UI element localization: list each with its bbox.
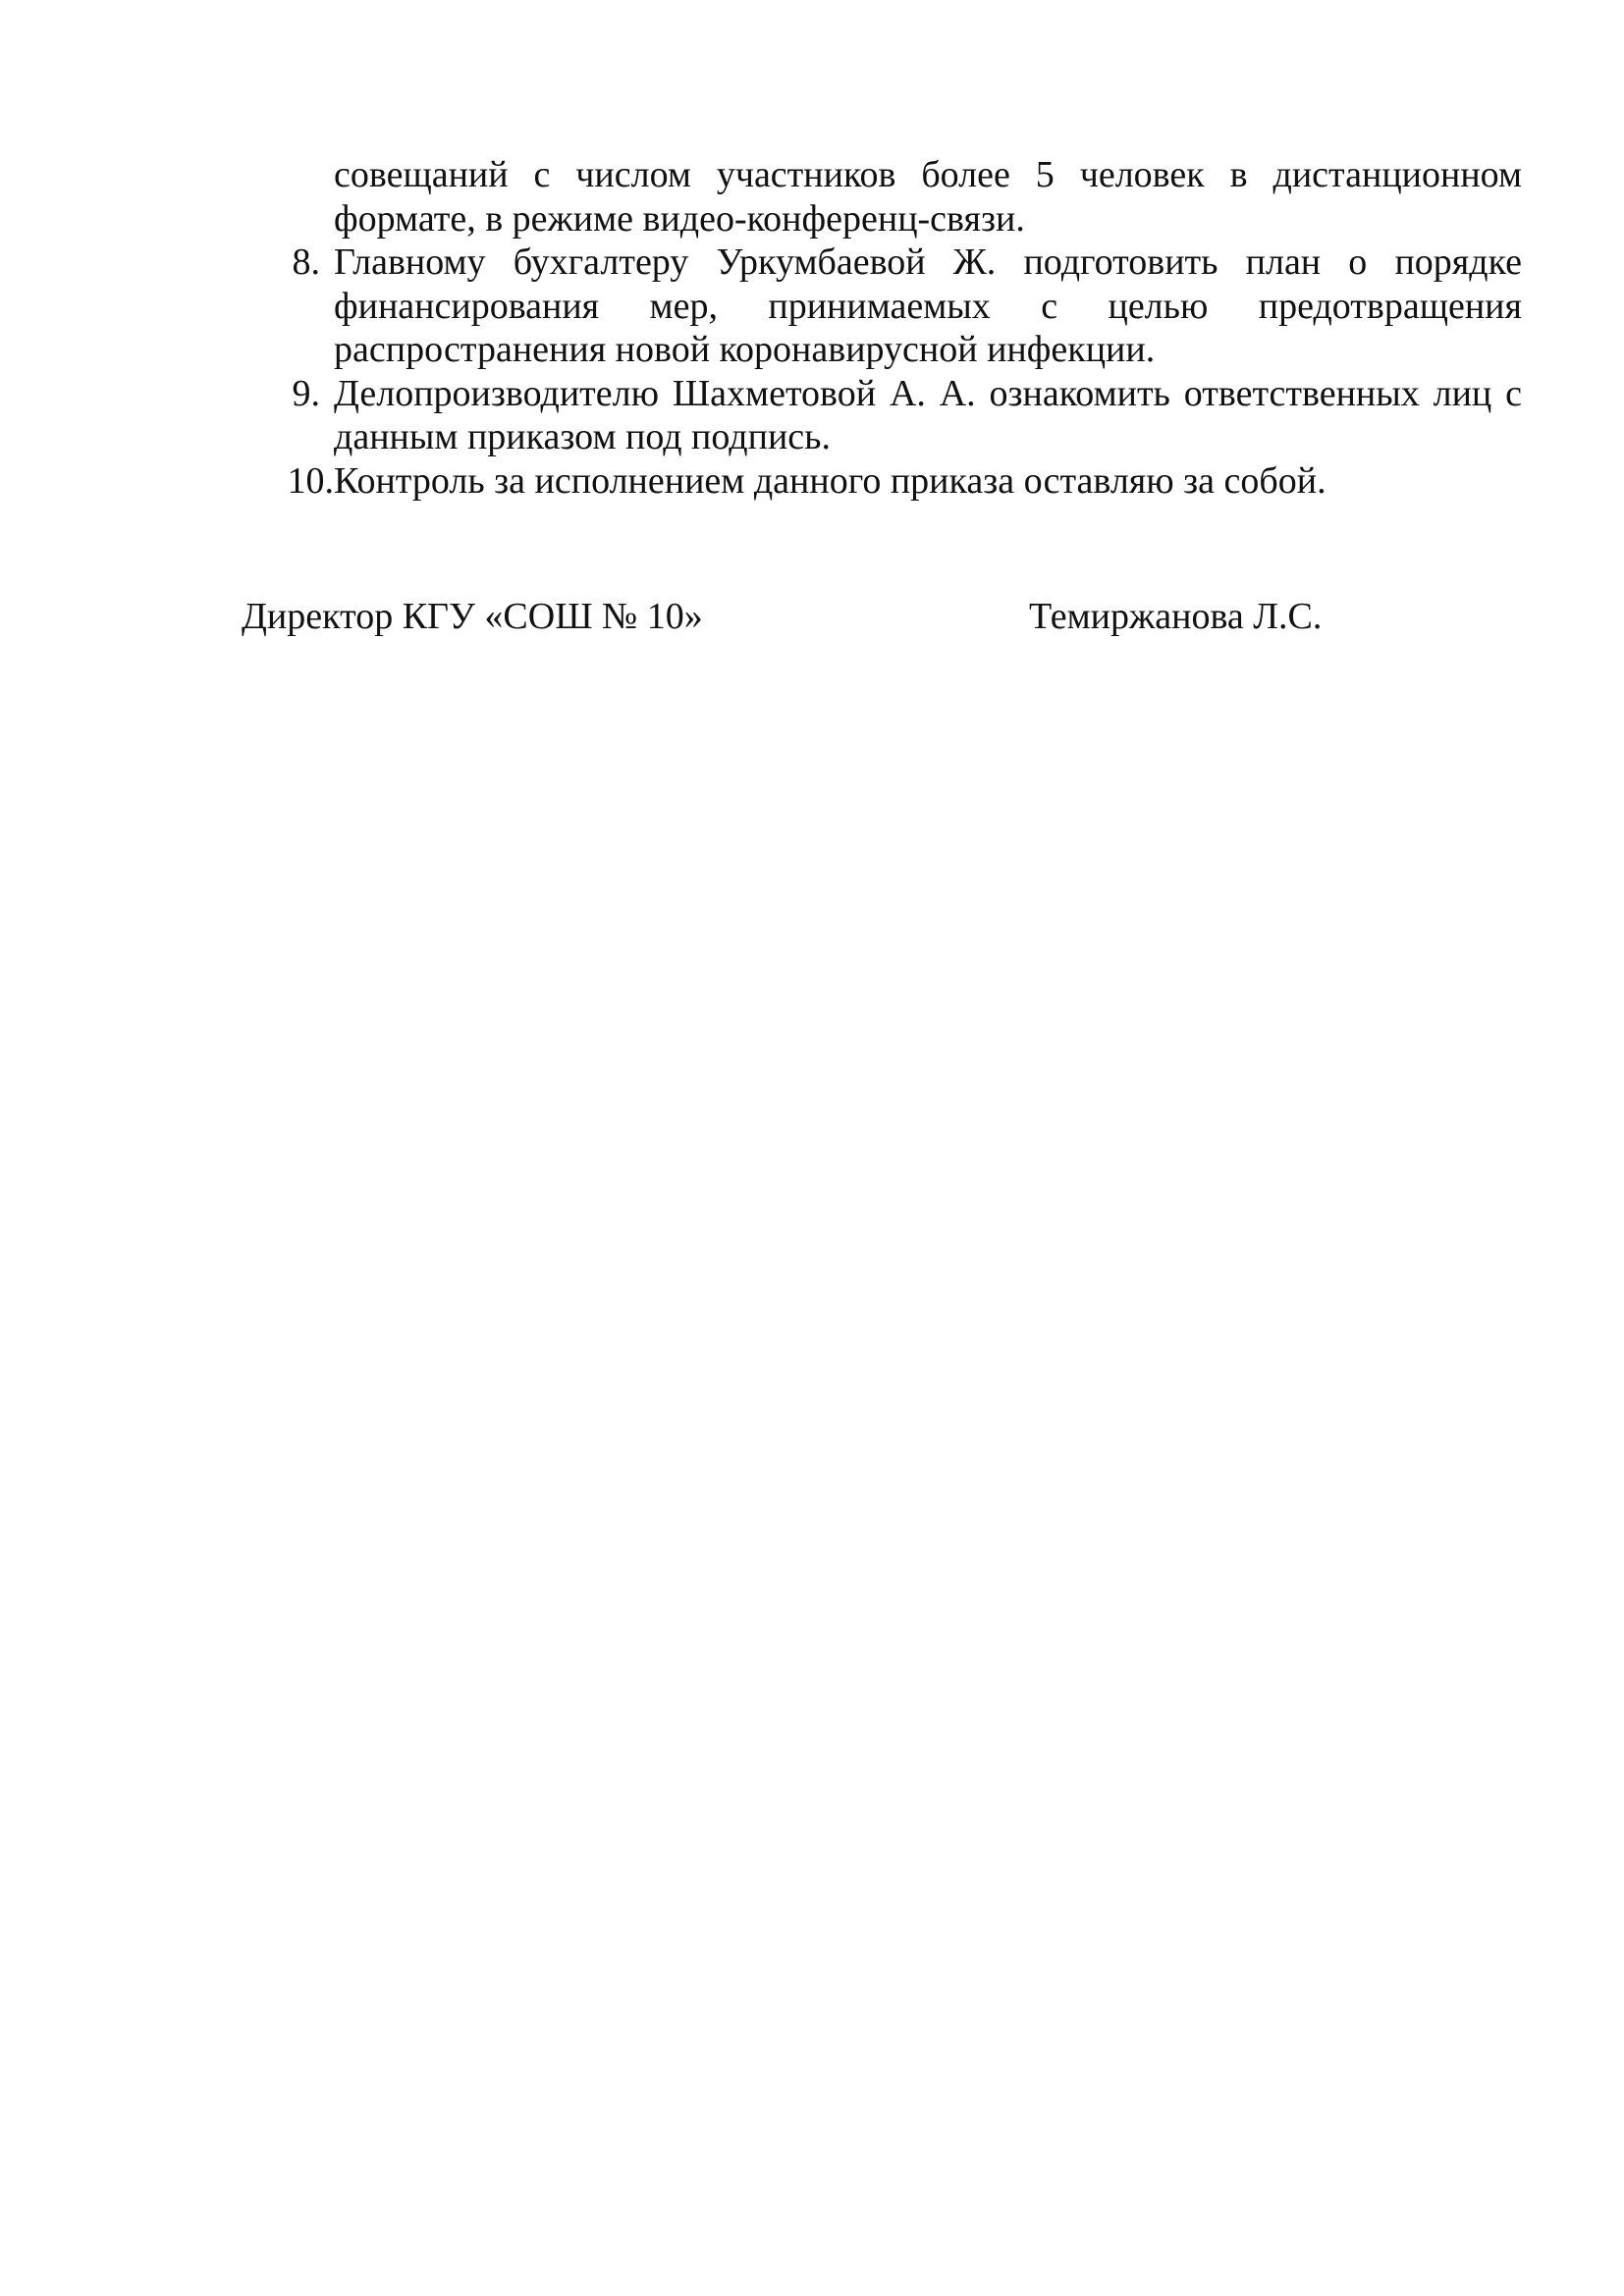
list-item-10 [275,459,1522,504]
list-item-number: 10. [287,459,334,502]
list-item-continuation [275,153,1522,240]
list-item-number: 8. [292,241,320,283]
list-item-8 [275,240,1522,372]
list-item-text: совещаний с числом участников более 5 человек в дистанционном формате, в режиме видео-конференц-связи. [334,154,1522,240]
signature-role: Директор КГУ «СОШ № 10» [242,596,703,637]
order-list [275,153,1522,503]
signature-name: Темиржанова Л.С. [1029,596,1323,637]
list-item-number: 9. [292,372,320,414]
list-item-text: Делопроизводителю Шахметовой А. А. ознакомить ответственных лиц с данным приказом под подпись. [334,372,1522,457]
list-item-text: Контроль за исполнением данного приказа оставляю за собой. [334,459,1326,502]
list-item-9 [275,372,1522,459]
list-item-text: Главному бухгалтеру Уркумбаевой Ж. подготовить план о порядке финансирования мер, принимаемых с целью предотвращения распространения новой коронавирусной инфекции. [334,241,1522,370]
